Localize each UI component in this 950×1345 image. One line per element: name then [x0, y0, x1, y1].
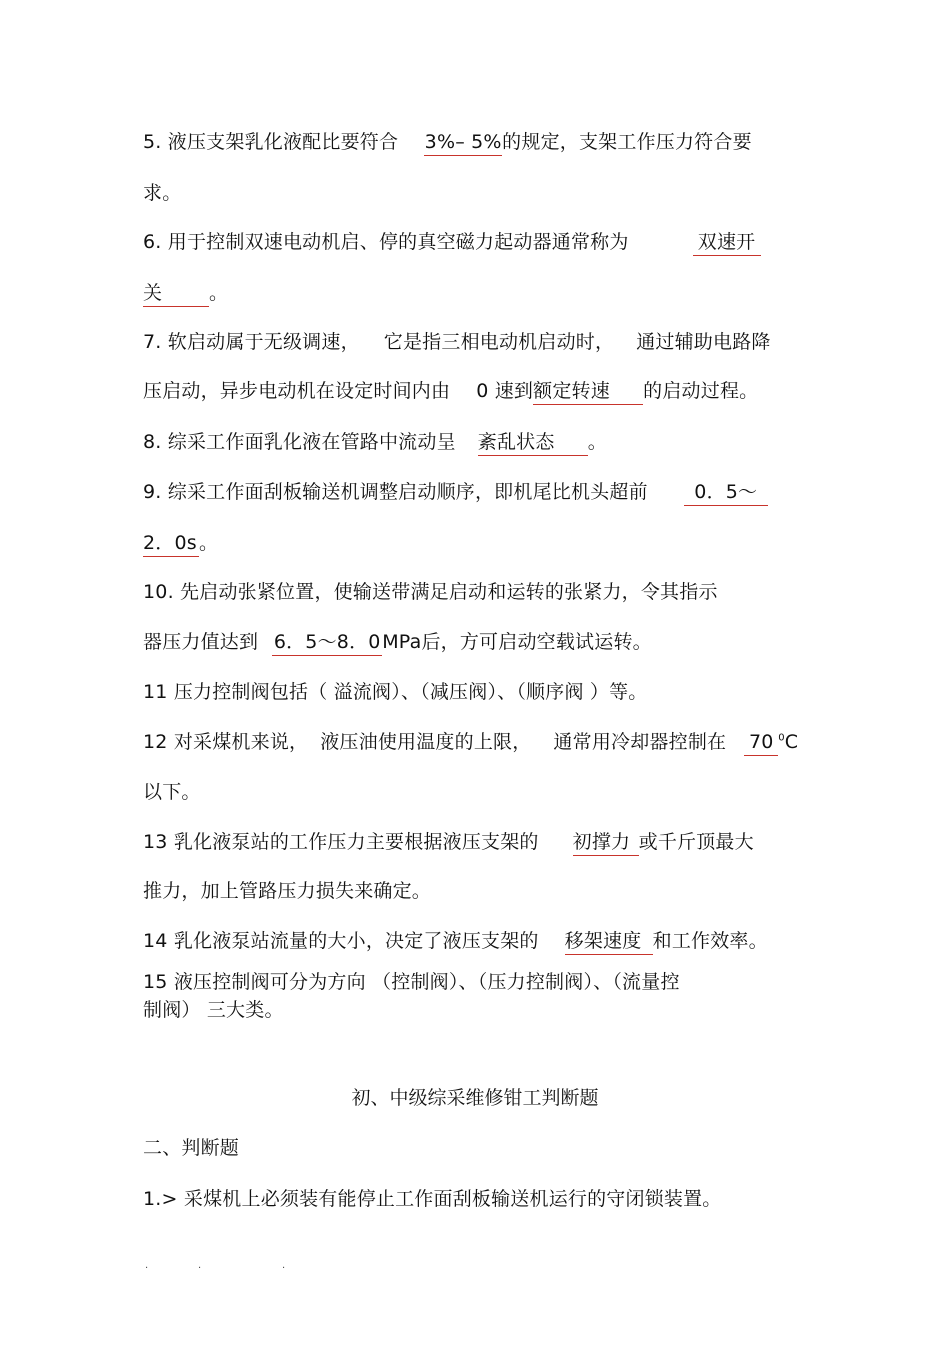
question-13-line-1: 13 乳化液泵站的工作压力主要根据液压支架的 初撑力 或千斤顶最大 — [143, 829, 754, 856]
question-9-line-1: 9. 综采工作面刮板输送机调整启动顺序，即机尾比机头超前 0．5～ — [143, 479, 768, 506]
question-15-line-2: 制阀） 三大类。 — [143, 999, 284, 1021]
footer-dot: . — [198, 1260, 202, 1271]
answer-blank: 双速开 — [693, 229, 761, 256]
answer-blank: 0．5～ — [684, 479, 768, 506]
judgment-1: 1.> 采煤机上必须装有能停止工作面刮板输送机运行的守闭锁装置。 — [143, 1188, 722, 1210]
question-7-line-1: 7. 软启动属于无级调速， 它是指三相电动机启动时， 通过辅助电路降 — [143, 331, 771, 353]
footer-dot: . — [282, 1260, 286, 1271]
question-13-line-2: 推力，加上管路压力损失来确定。 — [143, 880, 432, 902]
answer-blank: 额定转速 — [533, 378, 643, 405]
section-title: 初、中级综采维修钳工判断题 — [351, 1087, 599, 1109]
answer-blank: 6．5～8．0 — [272, 629, 382, 656]
question-6-line-1: 6. 用于控制双速电动机启、停的真空磁力起动器通常称为 双速开 — [143, 229, 761, 256]
question-12-line-1: 12 对采煤机来说， 液压油使用温度的上限， 通常用冷却器控制在 70 $^0$C — [143, 729, 798, 756]
question-15-line-1: 15 液压控制阀可分为方向 （控制阀）、（压力控制阀）、（流量控 — [143, 971, 680, 993]
footer-dot: . — [145, 1260, 149, 1271]
question-6-line-2: 关 。 — [143, 280, 228, 307]
answer-blank: 2．0s — [143, 530, 199, 557]
question-5-line-2: 求。 — [143, 182, 182, 204]
question-7-line-2: 压启动，异步电动机在设定时间内由 0 速到额定转速 的启动过程。 — [143, 378, 758, 405]
question-9-line-2: 2．0s 。 — [143, 530, 218, 557]
question-14-line: 14 乳化液泵站流量的大小，决定了液压支架的 移架速度 和工作效率。 — [143, 928, 768, 955]
answer-blank: 关 — [143, 280, 209, 307]
answer-blank: 初撑力 — [573, 829, 639, 856]
answer-blank: 70 — [744, 729, 778, 756]
answer-blank: 移架速度 — [565, 928, 653, 955]
question-11-line: 11 压力控制阀包括（ 溢流阀）、（减压阀）、（顺序阀 ）等。 — [143, 681, 648, 703]
answer-blank: 3%– 5% — [424, 129, 502, 156]
question-12-line-2: 以下。 — [143, 781, 201, 803]
question-8-line: 8. 综采工作面乳化液在管路中流动呈 紊乱状态 。 — [143, 429, 607, 456]
question-5-line-1: 5. 液压支架乳化液配比要符合 3%– 5%的规定，支架工作压力符合要 — [143, 129, 752, 156]
section-heading: 二、判断题 — [143, 1137, 240, 1159]
question-10-line-2: 器压力值达到 6．5～8．0MPa后，方可启动空载试运转。 — [143, 629, 652, 656]
answer-blank: 紊乱状态 — [478, 429, 588, 456]
question-10-line-1: 10. 先启动张紧位置，使输送带满足启动和运转的张紧力，令其指示 — [143, 581, 718, 603]
